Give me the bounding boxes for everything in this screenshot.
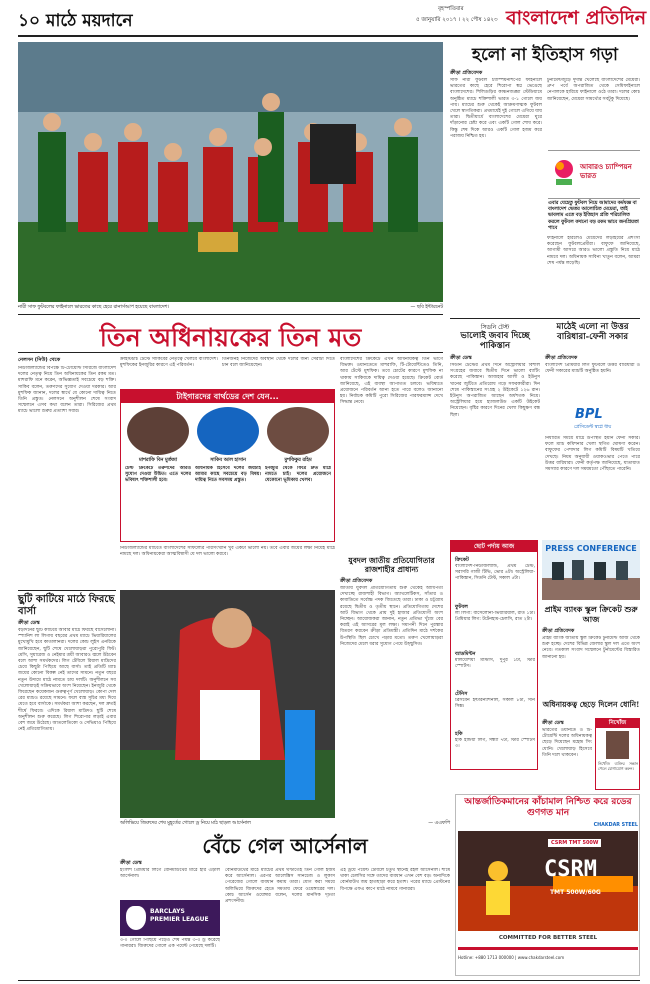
- missing-box: [595, 718, 640, 790]
- ad-headline: আন্তর্জাতিকমানের কাঁচামাল নিশ্চিত করে রডের গুণগত মান: [464, 797, 632, 818]
- bpl-body-2: নির্ধারিত সময়ে মাঠে উপস্থিত হয়নি ফেনী সকার। ফলে ম্যাচ কমিশনার খেলা স্থগিত ঘোষণা করেন। বাফুফের পেশাদার লিগ কমিটি বিষয়টি খতিয়ে দেখছে। নিয়ম অনুযায়ী ওয়াকওভার পেতে পারে উত্তর বারিধারা। ফেনী কর্তৃপক্ষ জানিয়েছে, যাতায়াত সমস্যার কারণে দল সময়মতো পৌঁছাতে পারেনি।: [545, 436, 640, 473]
- cricket-body-col1: নিউজিল্যান্ডের বিপক্ষে টি-টোয়েন্টি সিরিজে বাংলাদেশ দলের নেতৃত্ব নিয়ে তিন অধিনায়কের তিন রকম মত। মাশরাফি মনে করেন, অভিজ্ঞতাই সবচেয়ে বড় শক্তি। সাকিব বলেন, তরুণদের সুযোগ দেওয়া দরকার। আর মুশফিক জানান, দলের স্বার্থে যে কোনো দায়িত্ব নিতে তিনি প্রস্তুত। নেলসনে অনুশীলন শেষে সংবাদ সম্মেলনে এসব কথা বলেন তারা। সিরিজের প্রথম ম্যাচে ভালো শুরুর প্রত্যাশা সবার।: [18, 366, 116, 415]
- lead-caption-credit: — ছবি ইন্টারনেট: [410, 305, 443, 310]
- ad-footer-bar: [458, 947, 638, 950]
- lead-body-col3: ফাইনালে হারলেও মেয়েদের লড়াইয়ের প্রশংসা করেছেন ফুটবলপ্রেমীরা। বাফুফে জানিয়েছে, আগামী আসরে আরও ভালো প্রস্তুতি নিয়ে মাঠে নামবে দল। অধিনায়ক সাবিনা খাতুন বলেন, আমরা শেষ পর্যন্ত লড়েছি।: [547, 236, 640, 266]
- fixture-sport-4: টেনিস: [455, 691, 468, 697]
- champion-logo: [548, 150, 640, 194]
- paper-logo: বাংলাদেশ প্রতিদিন: [506, 7, 647, 29]
- quote-box-title: টাইগারদের বার্থডের দেশ যেন...: [121, 390, 334, 403]
- captain-1-quote: টেস্ট ক্রিকেটে তরুণদের আরও সুযোগ দেওয়া উচিত। এতে দলের ভবিষ্যৎ শক্তিশালী হবে।: [125, 466, 191, 484]
- lead-headline: হলো না ইতিহাস গড়া: [472, 45, 618, 65]
- captain-3-name: মুশফিকুর রহিম: [284, 458, 312, 463]
- issue-date: ৫ জানুয়ারি ২০১৭ । ২২ পৌষ ১৪২৩: [416, 17, 498, 23]
- bpl-logo: [545, 405, 640, 433]
- lead-body-col2: টুর্নামেন্টজুড়ে দুর্দান্ত খেলেছে বাংলাদেশের মেয়েরা। গ্রুপ পর্বে অপরাজিত থেকে সেমিফাইনালে নেপালকে হারিয়ে ফাইনালে ওঠে তারা। দলের কোচ জানিয়েছেন, মেয়েরা সামর্থ্যের সবটুকু দিয়েছে।: [547, 78, 640, 102]
- league-badge-text: BARCLAYS PREMIER LEAGUE: [150, 908, 209, 923]
- press-headline: প্রাইম ব্যাংক স্কুল ক্রিকেট শুরু আজ: [544, 604, 638, 624]
- missing-detail: নিখোঁজ ব্যক্তির সন্ধান পেলে যোগাযোগ করুন।: [598, 761, 638, 771]
- team-photo: [18, 42, 443, 302]
- dhoni-byline: ক্রীড়া ডেস্ক: [542, 720, 564, 726]
- press-byline: ক্রীড়া প্রতিবেদক: [542, 628, 575, 634]
- captain-3-quote: ইনজুরি থেকে ফিরে দ্রুত মাঠে নামতে চাই। দলের প্রয়োজনে যেকোনো ভূমিকায় খেলব।: [265, 466, 331, 484]
- ad-brand: CSRM: [544, 857, 597, 882]
- ad-tagline: CSRM TMT 500W: [548, 839, 601, 847]
- champion-label: আবারও চ্যাম্পিয়ন ভারত: [580, 163, 632, 180]
- captain-1-name: মাশরাফি বিন মুর্তজা: [139, 458, 177, 463]
- section-rule-4: [450, 318, 640, 319]
- arsenal-byline: ক্রীড়া ডেস্ক: [120, 860, 142, 866]
- page-label: ১০ মাঠে ময়দানে: [18, 11, 133, 31]
- arsenal-body-col1b: ৩-০ গোলে পিছিয়ে পড়েও শেষ পর্যন্ত ৩-৩ ড্র করেছে গানাররা। জিরুদের গোলে এক পয়েন্ট পেয়েছে দলটি।: [120, 938, 220, 950]
- barca-byline: ক্রীড়া ডেস্ক: [18, 620, 40, 626]
- missing-title: নিখোঁজ: [596, 719, 639, 728]
- dhoni-body: ভারতের ওয়ানডে ও টি-টোয়েন্টি দলের অধিনায়কত্ব ছেড়ে দিয়েছেন মহেন্দ্র সিং ধোনি। খেলোয়াড় হিসেবে তিনি দলে থাকবেন।: [542, 728, 592, 758]
- footer-rule: [18, 980, 640, 981]
- arsenal-headline: বেঁচে গেল আর্সেনাল: [202, 834, 368, 858]
- arsenal-body-col1: ইংলিশ প্রিমিয়ার লিগে বোর্নমাউথের মাঠে হার এড়াল আর্সেনাল।: [120, 868, 220, 880]
- fixture-sport-1: ক্রিকেট: [455, 557, 469, 563]
- pak-kicker: সিডনি টেস্ট: [480, 324, 510, 331]
- ad-worker-photo: [458, 831, 638, 931]
- dhoni-headline: অধিনায়কত্ব ছেড়ে দিলেন ধোনি!: [542, 700, 640, 709]
- premier-league-badge: [120, 900, 220, 936]
- masthead-rule: [18, 35, 638, 37]
- cricket-body-col3: তিনজনই নিজেদের অবস্থান থেকে দলের জন্য সেরাটা দিতে চান বলে জানিয়েছেন।: [222, 357, 335, 369]
- cricket-body-col4: বাংলাদেশের ক্রিকেটে এখন অধিনায়কত্ব তিন ভাগে বিভক্ত। ওয়ানডেতে মাশরাফি, টি-টোয়েন্টিতেও তিনি, আর টেস্টে মুশফিক। তবে চোটের কারণে মুশফিক না থাকায় সাকিবকে দায়িত্ব দেওয়া হয়েছে। ক্রিকেট বোর্ড জানিয়েছে, এই ব্যবস্থা আপাতত চলবে। ভবিষ্যতে প্রয়োজনে পরিবর্তন আনা হতে পারে বলেও জানানো হয়। নির্বাচক কমিটি পুরো সিরিজের পারফরম্যান্স দেখে সিদ্ধান্ত নেবে।: [340, 357, 443, 406]
- cricket-body-col2: ক্রাইস্টচার্চ টেস্টে সাকিবের নেতৃত্বে খেলবে বাংলাদেশ। মুশফিকের ইনজুরির কারণে এই পরিবর্তন।: [120, 357, 218, 369]
- cricket-headline: তিন অধিনায়কের তিন মত: [99, 323, 362, 352]
- fixture-detail-4: ব্রিসবেন ইন্টারন্যাশনাল, সকাল ৮টা, সনি সিক্স।: [455, 698, 535, 710]
- ad-strap: COMMITTED FOR BETTER STEEL: [498, 935, 598, 941]
- bpl-headline: মাঠেই এলো না উত্তর বারিধারা-ফেনী সকার: [556, 322, 629, 342]
- cricket-body-bottom: নিউজিল্যান্ডের মাটিতে বাংলাদেশের সাফল্যের পরিসংখ্যান খুব একটা ভালো নয়। তবে এবার জয়ের লক্ষ্য নিয়েই মাঠে নামছে দল। অধিনায়কেরা আত্মবিশ্বাসী যে দল ভালো করবে।: [120, 546, 335, 558]
- ad-product: TMT 500W/60G: [550, 889, 601, 896]
- captain-2-name: সাকিব আল হাসান: [210, 458, 246, 463]
- fixture-detail-2: লা লিগা: বার্সেলোনা-ভিয়ারিয়াল, রাত ১টা। প্রিমিয়ার লিগ: টটেনহাম-চেলসি, রাত ২টা।: [455, 611, 535, 623]
- arsenal-caption-credit: — এএফপি: [428, 821, 450, 826]
- section-rule-2: [18, 352, 443, 353]
- pak-headline: ভালোই জবাব দিচ্ছে পাকিস্তান: [460, 331, 530, 351]
- steel-ad: [455, 794, 640, 976]
- ad-contact: Hotline: +880 1713 000000 | www.chakdarsteel.com: [458, 955, 565, 960]
- captain-2-portrait: [197, 407, 259, 455]
- issue-day: বৃহস্পতিবার: [438, 6, 464, 12]
- cricket-byline: নেলসন (নিউ) থেকে: [18, 357, 61, 363]
- federation-byline: ক্রীড়া প্রতিবেদক: [340, 578, 373, 584]
- fixture-sport-5: হকি: [455, 731, 463, 737]
- press-banner: PRESS CONFERENCE: [545, 544, 637, 553]
- barca-body: বড়দিনের ছুটি কাটিয়ে আবার মাঠে ফিরছে বার্সেলোনা। স্প্যানিশ লা লিগায় বছরের প্রথম ম্যাচে ভিয়ারিয়ালের মুখোমুখি হবে কাতালানরা। দলের কোচ লুইস এনরিকে জানিয়েছেন, ছুটি শেষে খেলোয়াড়রা পুরোপুরি ফিট। মেসি, সুয়ারেজ ও নেইমার ত্রয়ী আবারও জ্বলে উঠবেন বলে আশা সমর্থকদের। লিগ টেবিলে রিয়াল মাদ্রিদের চেয়ে কিছুটা পিছিয়ে আছে বার্সা। তাই প্রতিটি ম্যাচ জয়ের কোনো বিকল্প নেই তাদের সামনে। নতুন বছরে নতুন উদ্যমে মাঠে নামতে চায় দলটি। অনুশীলনে সব খেলোয়াড়ই সক্রিয়ভাবে অংশ নিয়েছেন। ইনজুরি থেকে ফিরেছেন কয়েকজন গুরুত্বপূর্ণ খেলোয়াড়। কোপা দেল রের ম্যাচও রয়েছে সামনে। ফলে ব্যস্ত সূচির মধ্য দিয়ে যেতে হবে বার্সাকে। সমর্থকরা আশা করছেন, দল দ্রুতই শীর্ষে ফিরবে। এদিকে রিয়াল মাদ্রিদও ছুটি শেষে অনুশীলন শুরু করেছে। লিগ শিরোপার লড়াই এবার বেশ জমে উঠেছে। আতলেতিকো ও সেভিয়াও পিছিয়ে নেই প্রতিযোগিতায়।: [18, 628, 116, 733]
- press-body: প্রাইম ব্যাংক জাতীয় স্কুল ক্রিকেট টুর্নামেন্ট আজ থেকে শুরু হচ্ছে। দেশের বিভিন্ন জেলার স্কুল দল এতে অংশ নেবে। গতকাল সংবাদ সম্মেলনে টুর্নামেন্টের বিস্তারিত জানানো হয়।: [542, 636, 640, 660]
- fixtures-title: ছোট পর্দায় আজ: [451, 541, 537, 552]
- arsenal-caption: [120, 820, 450, 828]
- fixture-detail-5: হকি ইন্ডিয়া লিগ, সন্ধ্যা ৭টা, স্টার স্পোর্টস ৩।: [455, 738, 535, 750]
- lead-byline: ক্রীড়া প্রতিবেদক: [450, 70, 483, 76]
- bpl-byline: ক্রীড়া প্রতিবেদক: [545, 355, 578, 361]
- missing-photo: [606, 731, 629, 759]
- lead-caption: [18, 304, 443, 312]
- section-rule-1: [18, 314, 443, 315]
- quote-box: [120, 389, 335, 542]
- arsenal-body-col2: বোর্নমাউথের মাঠে ম্যাচের প্রথম ঘণ্টাতেই তিন গোল হজম করে আর্সেনাল। এরপর আলেক্সিস সানচেজ ও লুকাস পেরেজের গোলে ব্যবধান কমায় তারা। যোগ করা সময়ে অলিভিয়ে জিরুদের হেডে সমতায় ফেরে ওয়েঙ্গারের দল। কোচ আর্সেন ওয়েঙ্গার বলেন, দলের মানসিক দৃঢ়তা প্রশংসনীয়।: [225, 868, 335, 905]
- ad-company-logo: CHAKDAR STEEL: [593, 823, 638, 828]
- federation-headline: যুবদল জাতীয় প্রতিযোগিতার রাজশাহীর প্রাধান্য: [348, 556, 435, 574]
- lead-caption-text: নারী সাফ ফুটবলের ফাইনালে ভারতের কাছে হেরে রানার্সআপ হয়েছে বাংলাদেশ।: [18, 305, 170, 310]
- federation-body: জাতীয় যুবদল প্রতিযোগিতায় শুরু থেকেই আধিপত্য দেখাচ্ছে রাজশাহী বিভাগ। অ্যাথলেটিকস, সাঁতার ও কাবাডিতে সর্বোচ্চ পদক জিতেছে তারা। ঢাকা ও চট্টগ্রাম রয়েছে দ্বিতীয় ও তৃতীয় স্থানে। প্রতিযোগিতায় দেশের আট বিভাগ থেকে প্রায় দুই হাজার প্রতিযোগী অংশ নিচ্ছেন। আয়োজকরা জানান, নতুন প্রতিভা খুঁজে বের করাই এই আসরের মূল লক্ষ্য। সমাপনী দিনে পুরস্কার বিতরণ করবেন ক্রীড়া প্রতিমন্ত্রী। প্রতিদিন মাঠে দর্শকের উপস্থিতি ছিল চোখে পড়ার মতো। তরুণ খেলোয়াড়রা নিজেদের মেলে ধরার সুযোগ পেয়ে উচ্ছ্বসিত।: [340, 586, 443, 647]
- section-rule-3: [18, 590, 116, 591]
- barca-headline: ছুটি কাটিয়ে মাঠে ফিরছে বার্সা: [18, 594, 115, 617]
- pull-quote: এবার যেহেতু ফুটবল নিয়ে আমাদের কর্মযজ্ঞ বা বাংলাদেশ ভেতর আলোচিত মেয়েরা, তাই ভাবলাম এতে বড় ইতিহাস প্রতি পরিচালিত করলে ফুটবল কখনো বড় রকম ভাবে জনপ্রিয়তা পাবে: [548, 198, 640, 232]
- bpl-logo-mark: BPL: [575, 407, 603, 422]
- fixture-sport-2: ফুটবল: [455, 604, 468, 610]
- bpl-logo-sub: প্রেসিডেন্ট স্বপ্নে ধায়: [573, 425, 612, 430]
- lead-body-col1: সাফ নারী ফুটবল চ্যাম্পিয়নশিপের ফাইনালে ভারতের কাছে হেরে শিরোপা স্বপ্ন ভেঙেছে বাংলাদেশের। শিলিগুড়ির কাঞ্চনজঙ্ঘা স্টেডিয়ামে অনুষ্ঠিত ম্যাচে শক্তিশালী ভারত ৩-১ গোলে জয় পায়। ম্যাচের শুরু থেকেই আক্রমণাত্মক ফুটবল খেলে স্বাগতিকরা। প্রথমার্ধেই দুই গোলে এগিয়ে যায় তারা। দ্বিতীয়ার্ধে বাংলাদেশের মেয়েরা ঘুরে দাঁড়ানোর চেষ্টা করে এবং একটি গোল শোধ করে। কিন্তু শেষ দিকে আরও একটি গোল হজম করে পরাজয় নিশ্চিত হয়।: [450, 78, 542, 139]
- arsenal-body-col3: এই ড্রয়ে পয়েন্ট টেবিলে চতুর্থ স্থানেই রইল আর্সেনাল। শীর্ষে থাকা চেলসির সঙ্গে তাদের ব্যবধান এখন বেশ বড়। অন্যদিকে বোর্নমাউথ জয় হাতছাড়া করে হতাশ। পরের ম্যাচে প্রেস্টনের বিপক্ষে এফএ কাপে মাঠে নামবে গানাররা।: [340, 868, 450, 892]
- captain-1-portrait: [127, 407, 189, 455]
- fixture-detail-1: বাংলাদেশ-নিউজিল্যান্ড, প্রথম টেস্ট, সরাসরি গাজী টিভি, ভোর ৪টা। অস্ট্রেলিয়া-পাকিস্তান, সিডনি টেস্ট, সকাল ৫টা।: [455, 564, 535, 582]
- pak-body: সিডনি টেস্টের প্রথম দিনে অস্ট্রেলিয়ার বিশাল সংগ্রহের জবাবে দ্বিতীয় দিনে ভালো ব্যাটিং করেছে পাকিস্তান। আজহার আলী ও ইউনুস খানের জুটিতে প্রতিরোধ গড়ে সফরকারীরা। দিন শেষে পাকিস্তানের সংগ্রহ ২ উইকেটে ১২৬ রান। ইউনুস অপরাজিত আছেন অর্ধশতক নিয়ে। অস্ট্রেলিয়ার হয়ে হ্যাজলউড একটি উইকেট নিয়েছেন। বৃষ্টির কারণে দিনের খেলা কিছুক্ষণ বন্ধ ছিল।: [450, 363, 540, 418]
- pak-byline: ক্রীড়া ডেস্ক: [450, 355, 472, 361]
- captain-2-quote: অধিনায়ক হিসেবে দলের জয়টাই আমার কাছে সবচেয়ে বড় বিষয়। দায়িত্ব নিতে সবসময় প্রস্তুত।: [195, 466, 261, 484]
- arsenal-photo: [120, 590, 335, 818]
- press-photo: [542, 540, 640, 600]
- masthead: [18, 0, 647, 40]
- fixtures-box: [450, 540, 538, 770]
- bpl-body: বাংলাদেশ প্রিমিয়ার লিগ ফুটবলে উত্তর বারিধারা ও ফেনী সকারের ম্যাচটি অনুষ্ঠিত হয়নি।: [545, 363, 640, 375]
- arsenal-caption-text: অলিভিয়ে জিরুদের শেষ মুহূর্তের গোলে ড্র নিয়ে মাঠ ছাড়ল আর্সেনাল: [120, 821, 251, 826]
- fixture-detail-3: মালয়েশিয়া মাস্টার্স, দুপুর ১টা, স্টার স্পোর্টস।: [455, 658, 535, 670]
- lion-icon: [126, 906, 146, 930]
- captain-3-portrait: [267, 407, 329, 455]
- fixture-sport-3: ব্যাডমিন্টন: [455, 651, 476, 657]
